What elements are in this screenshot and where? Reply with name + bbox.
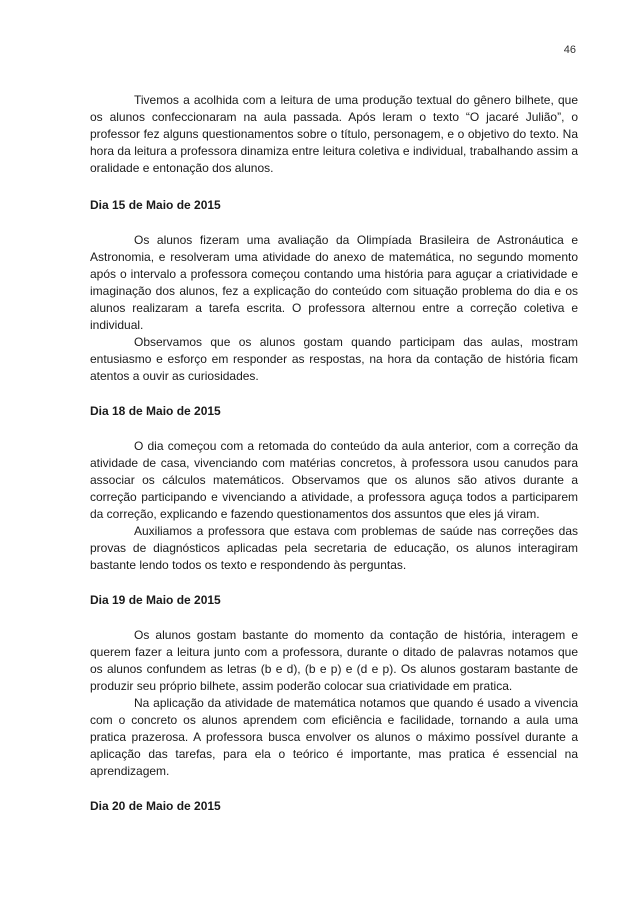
page-number: 46 <box>563 44 576 56</box>
section-may-19 <box>90 592 578 780</box>
section-may-15 <box>90 197 578 385</box>
section-paragraph: Na aplicação da atividade de matemática notamos que quando é usado a vivencia com o concreto os alunos aprendem com eficiência e facilidade, tornando a aula uma pratica prazerosa. A professora busca envolver os alunos o máximo possível durante a aplicação das tarefas, para ela o teórico é importante, mas pratica é essencial na aprendizagem. <box>90 696 578 778</box>
section-heading: Dia 19 de Maio de 2015 <box>90 593 221 607</box>
section-paragraph: Auxiliamos a professora que estava com problemas de saúde nas correções das provas de diagnósticos aplicadas pela secretaria de educação, os alunos interagiram bastante lendo todos os texto e respondendo às perguntas. <box>90 524 578 572</box>
section-paragraph: Os alunos gostam bastante do momento da contação de história, interagem e querem fazer a leitura junto com a professora, durante o ditado de palavras notamos que os alunos confundem as letras (b e d), (b e p) e (d e p). Os alunos gostaram bastante de produzir seu próprio bilhete, assim poderão colocar sua criatividade em pratica. <box>90 628 578 693</box>
section-heading: Dia 15 de Maio de 2015 <box>90 198 221 212</box>
section-may-18 <box>90 403 578 574</box>
section-paragraph: O dia começou com a retomada do conteúdo da aula anterior, com a correção da atividade de casa, vivenciando com matérias concretos, à professora usou canudos para associar os cálculos matemáticos. Observamos que os alunos são ativos durante a correção participando e vivenciando a atividade, a professora aguça todos a participarem da correção, explicando e fazendo questionamentos dos assuntos que eles já viram. <box>90 439 578 521</box>
section-may-20 <box>90 798 578 815</box>
section-paragraph: Observamos que os alunos gostam quando participam das aulas, mostram entusiasmo e esforço em responder as respostas, na hora da contação de história ficam atentos a ouvir as curiosidades. <box>90 335 578 383</box>
intro-paragraph: Tivemos a acolhida com a leitura de uma produção textual do gênero bilhete, que os alunos confeccionaram na aula passada. Após leram o texto “O jacaré Julião”, o professor fez alguns questionamentos sobre o título, personagem, e o objetivo do texto. Na hora da leitura a professora dinamiza entre leitura coletiva e individual, trabalhando assim a oralidade e entonação dos alunos. <box>90 93 578 175</box>
page-content <box>90 92 578 833</box>
section-heading: Dia 18 de Maio de 2015 <box>90 404 221 418</box>
section-heading: Dia 20 de Maio de 2015 <box>90 799 221 813</box>
section-paragraph: Os alunos fizeram uma avaliação da Olimpíada Brasileira de Astronáutica e Astronomia, e resolveram uma atividade do anexo de matemática, no segundo momento após o intervalo a professora começou contando uma história para aguçar a criatividade e imaginação dos alunos, fez a explicação do conteúdo com situação problema do dia e os alunos realizaram a tarefa escrita. O professora alternou entre a correção coletiva e individual. <box>90 233 578 332</box>
